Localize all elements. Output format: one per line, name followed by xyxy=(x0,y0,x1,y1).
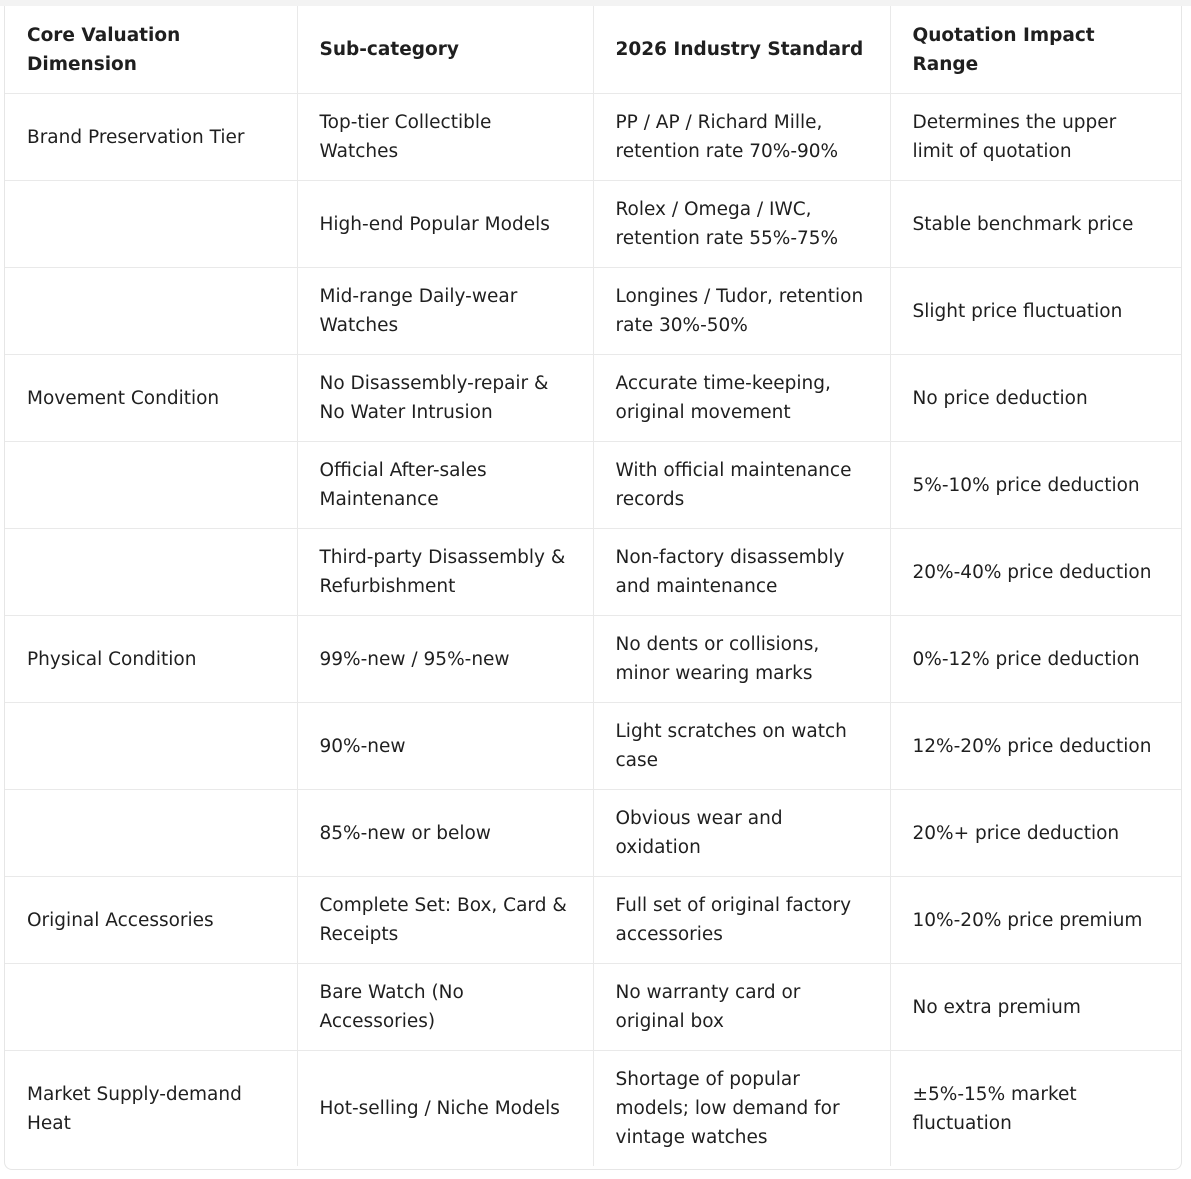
cell-impact: Stable benchmark price xyxy=(890,181,1181,268)
cell-dimension xyxy=(5,790,297,877)
cell-impact: 5%-10% price deduction xyxy=(890,442,1181,529)
cell-standard: With official maintenance records xyxy=(593,442,890,529)
table-header-row xyxy=(5,6,1181,94)
cell-sub-category: Top-tier Collectible Watches xyxy=(297,94,593,181)
cell-dimension xyxy=(5,529,297,616)
cell-standard: Obvious wear and oxidation xyxy=(593,790,890,877)
cell-dimension xyxy=(5,181,297,268)
cell-sub-category: Bare Watch (No Accessories) xyxy=(297,964,593,1051)
cell-sub-category: Official After-sales Maintenance xyxy=(297,442,593,529)
header-sub-category: Sub-category xyxy=(297,6,593,94)
cell-sub-category: Complete Set: Box, Card & Receipts xyxy=(297,877,593,964)
table-row xyxy=(5,703,1181,790)
cell-impact: No price deduction xyxy=(890,355,1181,442)
cell-impact: 20%-40% price deduction xyxy=(890,529,1181,616)
header-industry-standard: 2026 Industry Standard xyxy=(593,6,890,94)
cell-standard: No warranty card or original box xyxy=(593,964,890,1051)
table-row xyxy=(5,529,1181,616)
cell-sub-category: 90%-new xyxy=(297,703,593,790)
cell-dimension xyxy=(5,442,297,529)
cell-impact: 12%-20% price deduction xyxy=(890,703,1181,790)
cell-impact: 10%-20% price premium xyxy=(890,877,1181,964)
table-row xyxy=(5,268,1181,355)
table-row xyxy=(5,181,1181,268)
cell-dimension xyxy=(5,703,297,790)
cell-standard: Light scratches on watch case xyxy=(593,703,890,790)
cell-standard: Rolex / Omega / IWC, retention rate 55%-75% xyxy=(593,181,890,268)
cell-impact: No extra premium xyxy=(890,964,1181,1051)
cell-impact: 20%+ price deduction xyxy=(890,790,1181,877)
cell-standard: Shortage of popular models; low demand for vintage watches xyxy=(593,1051,890,1167)
cell-sub-category: 85%-new or below xyxy=(297,790,593,877)
cell-dimension xyxy=(5,964,297,1051)
cell-dimension: Physical Condition xyxy=(5,616,297,703)
cell-dimension: Original Accessories xyxy=(5,877,297,964)
table-row xyxy=(5,616,1181,703)
cell-sub-category: 99%-new / 95%-new xyxy=(297,616,593,703)
cell-sub-category: No Disassembly-repair & No Water Intrusion xyxy=(297,355,593,442)
cell-standard: Accurate time-keeping, original movement xyxy=(593,355,890,442)
valuation-table-container xyxy=(4,6,1182,1170)
cell-sub-category: Third-party Disassembly & Refurbishment xyxy=(297,529,593,616)
cell-standard: Longines / Tudor, retention rate 30%-50% xyxy=(593,268,890,355)
cell-impact: ±5%-15% market fluctuation xyxy=(912,1083,1077,1134)
cell-dimension: Market Supply-demand Heat xyxy=(5,1051,297,1167)
header-core-valuation-dimension: Core Valuation Dimension xyxy=(5,6,297,94)
cell-standard: Full set of original factory accessories xyxy=(593,877,890,964)
table-row xyxy=(5,877,1181,964)
table-row xyxy=(5,355,1181,442)
table-row xyxy=(5,964,1181,1051)
table-row xyxy=(5,790,1181,877)
cell-dimension: Brand Preservation Tier xyxy=(5,94,297,181)
valuation-table xyxy=(5,6,1181,1166)
cell-impact: Determines the upper limit of quotation xyxy=(890,94,1181,181)
cell-standard: No dents or collisions, minor wearing marks xyxy=(593,616,890,703)
cell-sub-category: Mid-range Daily-wear Watches xyxy=(297,268,593,355)
cell-standard: Non-factory disassembly and maintenance xyxy=(593,529,890,616)
cell-dimension xyxy=(5,268,297,355)
header-quotation-impact-range: Quotation Impact Range xyxy=(890,6,1181,94)
cell-sub-category: Hot-selling / Niche Models xyxy=(297,1051,593,1167)
table-row xyxy=(5,442,1181,529)
cell-standard: PP / AP / Richard Mille, retention rate 70%-90% xyxy=(593,94,890,181)
cell-impact: 0%-12% price deduction xyxy=(890,616,1181,703)
table-row xyxy=(5,94,1181,181)
cell-impact: Slight price fluctuation xyxy=(890,268,1181,355)
cell-sub-category: High-end Popular Models xyxy=(297,181,593,268)
table-row xyxy=(5,1051,1181,1167)
cell-dimension: Movement Condition xyxy=(5,355,297,442)
